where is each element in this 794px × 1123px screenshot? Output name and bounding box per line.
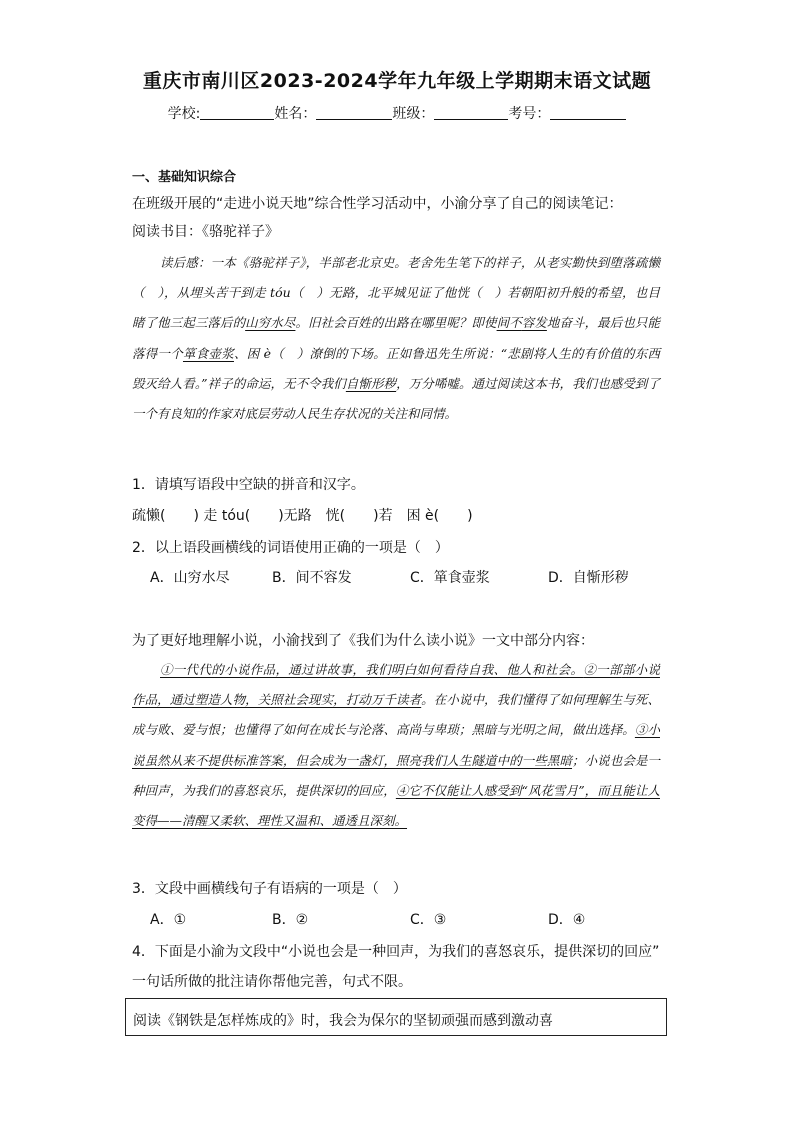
exam-title: 重庆市南川区2023-2024学年九年级上学期期末语文试题 [142, 70, 652, 92]
q2-option-a[interactable]: A．山穷水尽 [150, 570, 230, 586]
school-label: 学校: [167, 106, 201, 122]
question-1: 1．请填写语段中空缺的拼音和汉字。 [132, 477, 365, 493]
name-label: 姓名： [274, 106, 317, 122]
question-4-line2: 一句话所做的批注请你帮他完善，句式不限。 [132, 974, 412, 990]
q2-option-b[interactable]: B．间不容发 [272, 570, 352, 586]
sentence-3: ③小说虽然从来不提供标准答案，但会成为一盏灯，照亮我们人生 [132, 722, 660, 768]
book-line: 阅读书目：《骆驼祥子》 [132, 224, 279, 240]
school-field[interactable] [200, 105, 274, 120]
question-3: 3．文段中画横线句子有语病的一项是（ ） [132, 881, 407, 897]
student-info-line [0, 103, 794, 123]
q2-option-c[interactable]: C．箪食壶浆 [410, 570, 490, 586]
q3-option-d[interactable]: D．④ [548, 912, 586, 928]
q2-option-d[interactable]: D．自惭形秽 [548, 570, 629, 586]
underlined-word-2: 间不 [496, 315, 522, 331]
section-heading: 一、基础知识综合 [132, 170, 237, 185]
underlined-word-4: 自惭形秽 [345, 375, 397, 391]
q3-option-b[interactable]: B．② [272, 912, 309, 928]
number-label: 考号： [508, 106, 551, 122]
underlined-word-3: 箪食壶浆 [182, 345, 234, 361]
annotation-answer-box[interactable] [125, 998, 667, 1036]
question-4-line1: 4．下面是小渝为文段中“小说也会是一种回声，为我们的喜怒哀乐，提供深切的回应” [132, 944, 660, 960]
article-excerpt: ①一代代的小说作品，通过讲故事，我们明白如何看待自我、他人和社会。②一部部小说作品，通过塑造人物，关照社会现实，打动万千读者。在小说中，我们懂得了如何理解生与死、成与败、爱与恨；也懂得了如何在成长与沦落、高尚与卑琐；黑暗与光明之间，做出选择。③小说虽然从来不提供标准答案，但会成为一盏灯，照亮我们人生隧道中的一些黑暗；小说也会是一种回声，为我们的喜怒哀乐，提供深切的回应，④它不仅能让人感受到“风花雪月”，而且能让人变得——清醒又柔软、理性又温和、通透且深刻。 [132, 662, 660, 829]
question-1-blanks[interactable]: 疏懒( ) 走 tóu( )无路 恍( )若 困 è( ) [132, 508, 473, 524]
number-field[interactable] [550, 105, 626, 120]
class-label: 班级： [392, 106, 435, 122]
sentence-2: ②一部 [583, 662, 622, 677]
q3-option-c[interactable]: C．③ [410, 912, 447, 928]
section2-intro: 为了更好地理解小说，小渝找到了《我们为什么读小说》一文中部分内容： [132, 633, 594, 649]
question-2: 2．以上语段画横线的词语使用正确的一项是（ ） [132, 540, 449, 556]
sentence-4: ④它 [395, 782, 421, 798]
underlined-word-1: 山穷水尽 [245, 315, 296, 331]
name-field[interactable] [316, 105, 392, 120]
q3-option-a[interactable]: A．① [150, 912, 187, 928]
annotation-text: 阅读《钢铁是怎样炼成的》时，我会为保尔的坚韧顽强而感到激动喜 [133, 1013, 553, 1029]
reading-note: 读后感：一本《骆驼祥子》，半部老北京史。老舍先生笔下的祥子，从老实勤快到堕落疏懒（ ），从埋头苦干到走 tóu（ ）无路，北平城见证了他恍（ ）若朝阳初升般的希望，也目睹了他三起三落后的山穷水尽。旧社会百姓的出路在哪里呢？即使间不容发地奋斗，最后也只能落得一个箪食壶浆、困 è（ ）潦倒的下场。正如鲁迅先生所说：“悲剧将人生的有价值的东西毁灭给人看。”祥子的命运，无不令我们自惭形秽，万分唏嘘。通过阅读这本书，我们也感受到了一个有良知的作家对底层劳动人民生存状况的关注和同情。 [132, 255, 660, 422]
section1-intro: 在班级开展的“走进小说天地”综合性学习活动中，小渝分享了自己的阅读笔记： [132, 196, 623, 212]
class-field[interactable] [434, 105, 508, 120]
sentence-1: ①一代代的小说作品，通过讲故事，我们明白如何看待自我、他人和社会。 [160, 662, 584, 677]
